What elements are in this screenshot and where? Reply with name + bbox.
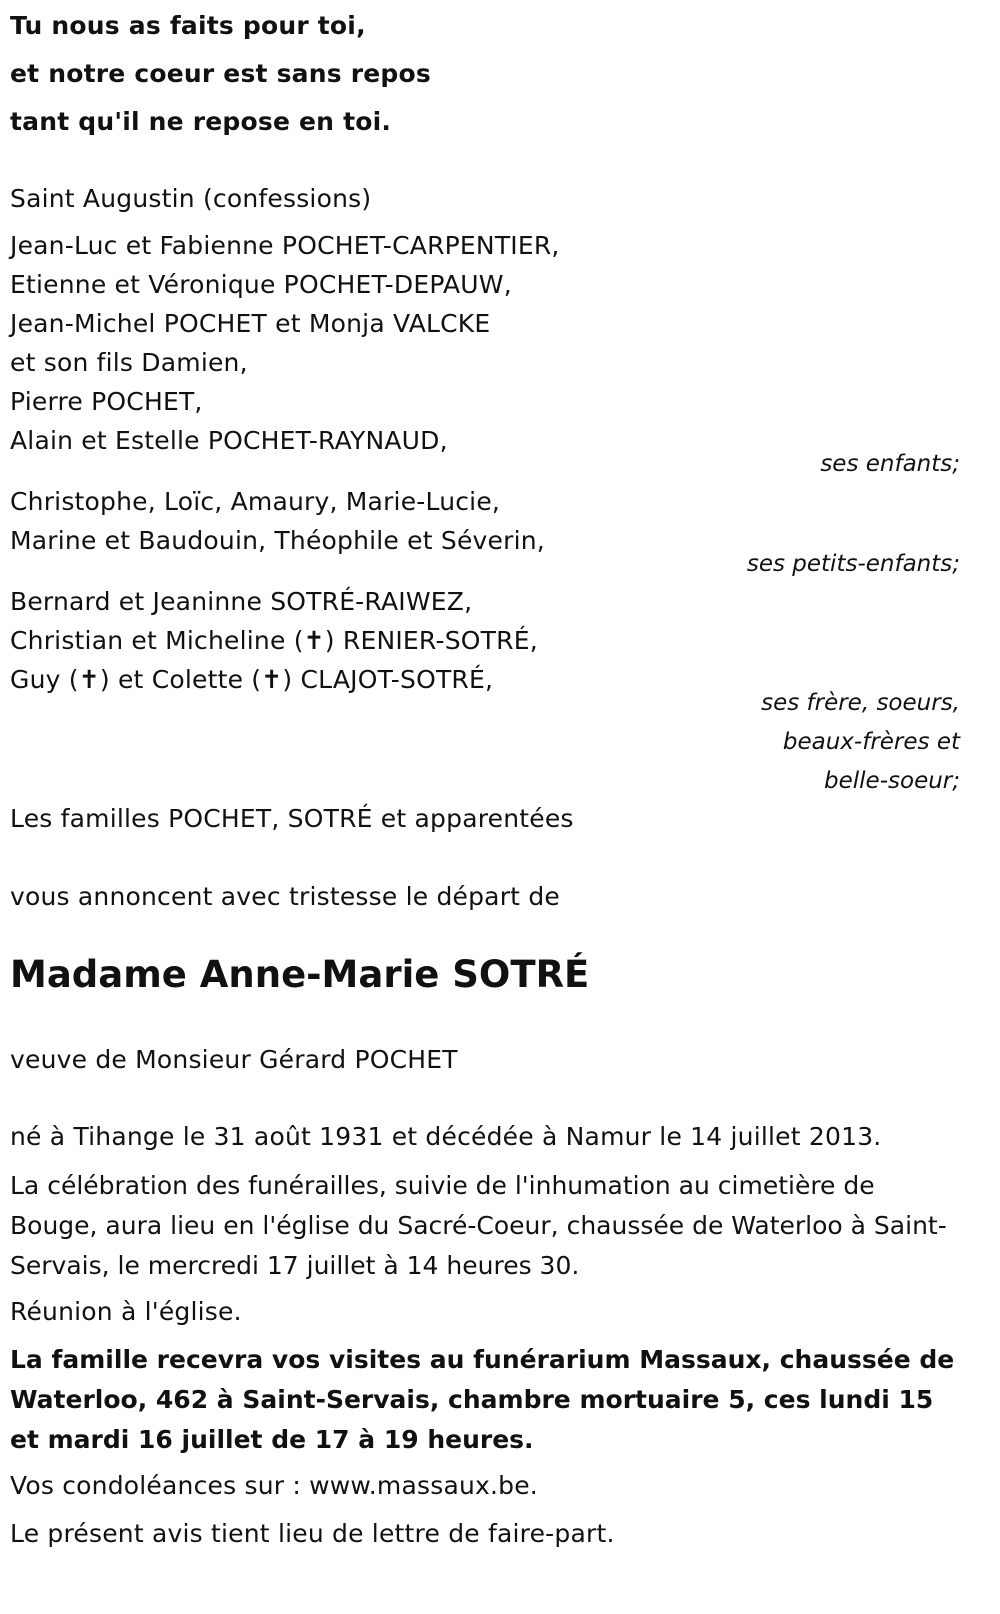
announce-line: vous annoncent avec tristesse le départ de (10, 882, 560, 911)
siblings-label-2: beaux-frères et (782, 729, 960, 755)
widow-of-line: veuve de Monsieur Gérard POCHET (10, 1045, 458, 1074)
siblings-line-1: Bernard et Jeaninne SOTRÉ-RAIWEZ, (10, 587, 473, 616)
children-line-5: Pierre POCHET, (10, 387, 203, 416)
deceased-name: Madame Anne-Marie SOTRÉ (10, 953, 590, 996)
children-line-1: Jean-Luc et Fabienne POCHET-CARPENTIER, (10, 231, 560, 260)
visits-paragraph: La famille recevra vos visites au funérarium Massaux, chaussée de Waterloo, 462 à Saint-Servais, chambre mortuaire 5, ces lundi 15 et mardi 16 juillet de 17 à 19 heures. (10, 1345, 955, 1454)
siblings-label-3: belle-soeur; (824, 768, 960, 794)
ceremony-paragraph: La célébration des funérailles, suivie de l'inhumation au cimetière de Bouge, aura lieu en l'église du Sacré-Coeur, chaussée de Waterloo à Saint-Servais, le mercredi 17 juillet à 14 heures 30. (10, 1171, 947, 1280)
siblings-line-2: Christian et Micheline (✝) RENIER-SOTRÉ, (10, 626, 538, 655)
families-line: Les familles POCHET, SOTRÉ et apparentées (10, 804, 574, 833)
condolences-line: Vos condoléances sur : www.massaux.be. (10, 1471, 538, 1500)
siblings-line-3: Guy (✝) et Colette (✝) CLAJOT-SOTRÉ, (10, 665, 494, 694)
quote-source: Saint Augustin (confessions) (10, 184, 372, 213)
meeting-line: Réunion à l'église. (10, 1297, 242, 1326)
grandchildren-line-1: Christophe, Loïc, Amaury, Marie-Lucie, (10, 487, 501, 516)
birth-death-line: né à Tihange le 31 août 1931 et décédée à Namur le 14 juillet 2013. (10, 1122, 882, 1151)
quote-line-1: Tu nous as faits pour toi, (10, 11, 366, 40)
children-line-2: Etienne et Véronique POCHET-DEPAUW, (10, 270, 512, 299)
children-line-4: et son fils Damien, (10, 348, 248, 377)
notice-line: Le présent avis tient lieu de lettre de faire-part. (10, 1519, 615, 1548)
children-line-3: Jean-Michel POCHET et Monja VALCKE (10, 309, 491, 338)
quote-line-3: tant qu'il ne repose en toi. (10, 107, 392, 136)
grandchildren-label: ses petits-enfants; (746, 551, 960, 577)
children-line-6: Alain et Estelle POCHET-RAYNAUD, (10, 426, 448, 455)
quote-line-2: et notre coeur est sans repos (10, 59, 431, 88)
grandchildren-line-2: Marine et Baudouin, Théophile et Séverin, (10, 526, 545, 555)
siblings-label-1: ses frère, soeurs, (761, 690, 960, 716)
children-label: ses enfants; (820, 451, 960, 477)
